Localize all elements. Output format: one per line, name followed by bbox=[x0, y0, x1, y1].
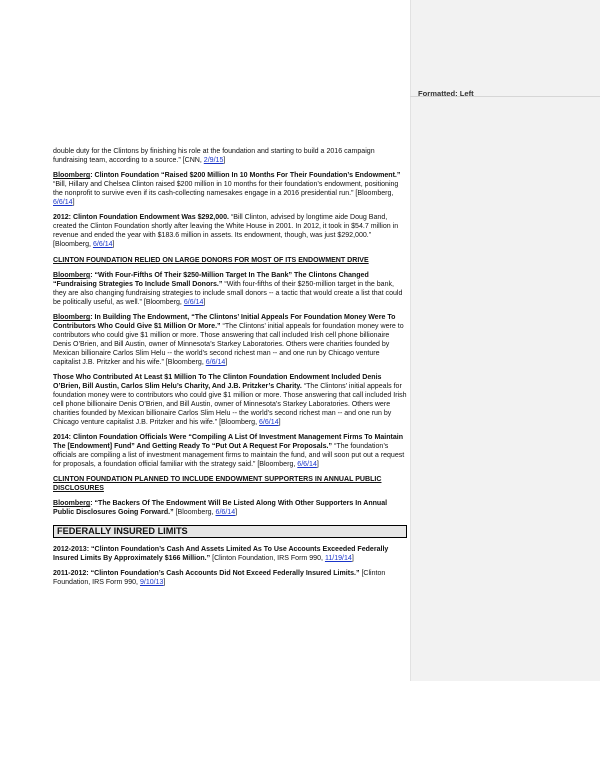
source-name: Bloomberg bbox=[53, 271, 91, 279]
paragraph-cnn: double duty for the Clintons by finishing his role at the foundation and starting to build a 2016 campaign fundraising team, according to a source.” [CNN, 2/9/15] bbox=[53, 148, 375, 164]
section-heading-large-donors: CLINTON FOUNDATION RELIED ON LARGE DONORS FOR MOST OF ITS ENDOWMENT DRIVE bbox=[53, 256, 369, 264]
citation-link[interactable]: 9/10/13 bbox=[139, 578, 164, 586]
paragraph-initial-appeals: Bloomberg: In Building The Endowment, “The Clintons’ Initial Appeals For Foundation Money Were To Contributors Who Could Give $1 Million Or More.” “The Clintons’ initial appeals for foundation money were to contributors who could give $1 million or more. Those answering that call included Irish cell phone billionaire Denis O’Brien, and Bill Austin, owner of Minnesota’s Starkey Laboratories. Others were charities founded by Mexican billionaire Carlos Slim Helu -- the world’s second richest man -- and one run by Chicago venture capitalist J.B. Pritzker and his wife.” [Bloomberg, 6/6/14] bbox=[53, 314, 404, 366]
paragraph-endowment-2012: 2012: Clinton Foundation Endowment Was $292,000. “Bill Clinton, advised by longtime aide Doug Band, created the Clinton Foundation shortly after leaving the White House in 2001. In 2012, it took in $54.7 million in revenue and ended the year with $183.6 million in assets. Its endowment, though, was just $292,000.” [Bloomberg, 6/6/14] bbox=[53, 214, 399, 249]
paragraph-raised-200-million: Bloomberg: Clinton Foundation “Raised $200 Million In 10 Months For Their Foundation’s Endowment.” “Bill, Hillary and Chelsea Clinton raised $200 million in 10 months for their foundation’s endowment, positioning the nonprofit to survive even if its cash-collecting namesakes engage in a 2016 presidential run.” [Bloomberg, 6/6/14] bbox=[53, 172, 401, 207]
paragraph-exceeded-limits: 2012-2013: “Clinton Foundation’s Cash And Assets Limited As To Use Accounts Exceeded Federally Insured Limits By Approximately $166 Million.” [Clinton Foundation, IRS Form 990, 11/19/14] bbox=[53, 545, 389, 562]
source-name: Bloomberg bbox=[53, 314, 91, 322]
citation-link[interactable]: 6/6/14 bbox=[183, 298, 204, 306]
paragraph-headline: 2014: Clinton Foundation Officials Were “Compiling A List Of Investment Management Firms To Maintain The [Endowment] Fund” And Getting Ready To “Put Out A Request For Proposals.” bbox=[53, 433, 404, 450]
paragraph-backers-listed: Bloomberg: “The Backers Of The Endowment Will Be Listed Along With Other Supporters In Annual Public Disclosures Going Forward.” [Bloomberg, 6/6/14] bbox=[53, 500, 388, 517]
citation-link[interactable]: 6/6/14 bbox=[297, 460, 317, 468]
citation-link[interactable]: 6/6/14 bbox=[215, 509, 236, 517]
paragraph-headline: : “With Four-Fifths Of Their $250-Million Target In The Bank” The Clintons Changed “Fundraising Strategies To Include Small Donors.” bbox=[53, 271, 369, 288]
comment-pane bbox=[410, 0, 600, 681]
comment-label: Formatted: Left bbox=[418, 89, 474, 98]
section-heading-public-disclosures: CLINTON FOUNDATION PLANNED TO INCLUDE ENDOWMENT SUPPORTERS IN ANNUAL PUBLIC DISCLOSURES bbox=[53, 476, 382, 492]
paragraph-headline: 2011-2012: “Clinton Foundation’s Cash Accounts Did Not Exceed Federally Insured Limits.” bbox=[53, 570, 360, 578]
citation-link[interactable]: 6/6/14 bbox=[53, 199, 73, 207]
paragraph-headline: : Clinton Foundation “Raised $200 Million In 10 Months For Their Foundation’s Endowment.” bbox=[90, 172, 401, 180]
paragraph-headline: Those Who Contributed At Least $1 Million To The Clinton Foundation Endowment Included Denis O’Brien, Bill Austin, Carlos Slim Helu’s Charity, And J.B. Pritzker’s Charity. bbox=[53, 374, 382, 390]
source-name: Bloomberg bbox=[53, 172, 91, 180]
citation-link[interactable]: 11/19/14 bbox=[324, 554, 352, 562]
paragraph-headline: 2012-2013: “Clinton Foundation’s Cash And Assets Limited As To Use Accounts Exceeded Federally Insured Limits By Approximately $166 Million.” bbox=[53, 545, 389, 562]
paragraph-million-contributors: Those Who Contributed At Least $1 Million To The Clinton Foundation Endowment Included Denis O’Brien, Bill Austin, Carlos Slim Helu’s Charity, And J.B. Pritzker’s Charity. “The Clintons’ initial appeals for foundation money were to contributors who could give $1 million or more. Those answering that call included Irish cell phone billionaire Denis O’Brien, and Bill Austin, owner of Minnesota’s Starkey Laboratories. Others were charities founded by Mexican billionaire Carlos Slim Helu -- the world’s second richest man -- and one run by Chicago venture capitalist J.B. Pritzker and his wife.” [Bloomberg, 6/6/14] bbox=[53, 374, 407, 426]
paragraph-investment-firms: 2014: Clinton Foundation Officials Were “Compiling A List Of Investment Management Firms To Maintain The [Endowment] Fund” And Getting Ready To “Put Out A Request For Proposals.” “The foundation’s officials are compiling a list of investment management firms to maintain the fund, and will soon put out a request for proposals, a foundation official familiar with the strategy said.” [Bloomberg, 6/6/14] bbox=[53, 433, 405, 468]
paragraph-not-exceeded-limits: 2011-2012: “Clinton Foundation’s Cash Accounts Did Not Exceed Federally Insured Limits.” [Clinton Foundation, IRS Form 990, 9/10/13] bbox=[53, 570, 386, 586]
citation-link[interactable]: 6/6/14 bbox=[92, 241, 113, 249]
citation-link[interactable]: 6/6/14 bbox=[205, 358, 226, 366]
paragraph-small-donors: Bloomberg: “With Four-Fifths Of Their $250-Million Target In The Bank” The Clintons Changed “Fundraising Strategies To Include Small Donors.” “With four-fifths of their $250-million target in the bank, they are also changing fundraising strategies to include small donors -- a tactic that would create a list that could be politically useful, as well.” [Bloomberg, 6/6/14] bbox=[53, 271, 403, 306]
paragraph-headline: 2012: Clinton Foundation Endowment Was $292,000. bbox=[53, 214, 229, 222]
boxed-section-heading: FEDERALLY INSURED LIMITS bbox=[53, 525, 407, 538]
paragraph-headline: : In Building The Endowment, “The Clintons’ Initial Appeals For Foundation Money Were To Contributors Who Could Give $1 Million Or More.” bbox=[53, 314, 396, 330]
citation-link[interactable]: 2/9/15 bbox=[203, 156, 224, 164]
citation-link[interactable]: 6/6/14 bbox=[259, 418, 279, 426]
source-name: Bloomberg bbox=[53, 500, 91, 508]
document-body bbox=[53, 148, 407, 594]
paragraph-headline: : “The Backers Of The Endowment Will Be Listed Along With Other Supporters In Annual Public Disclosures Going Forward.” bbox=[53, 500, 388, 517]
